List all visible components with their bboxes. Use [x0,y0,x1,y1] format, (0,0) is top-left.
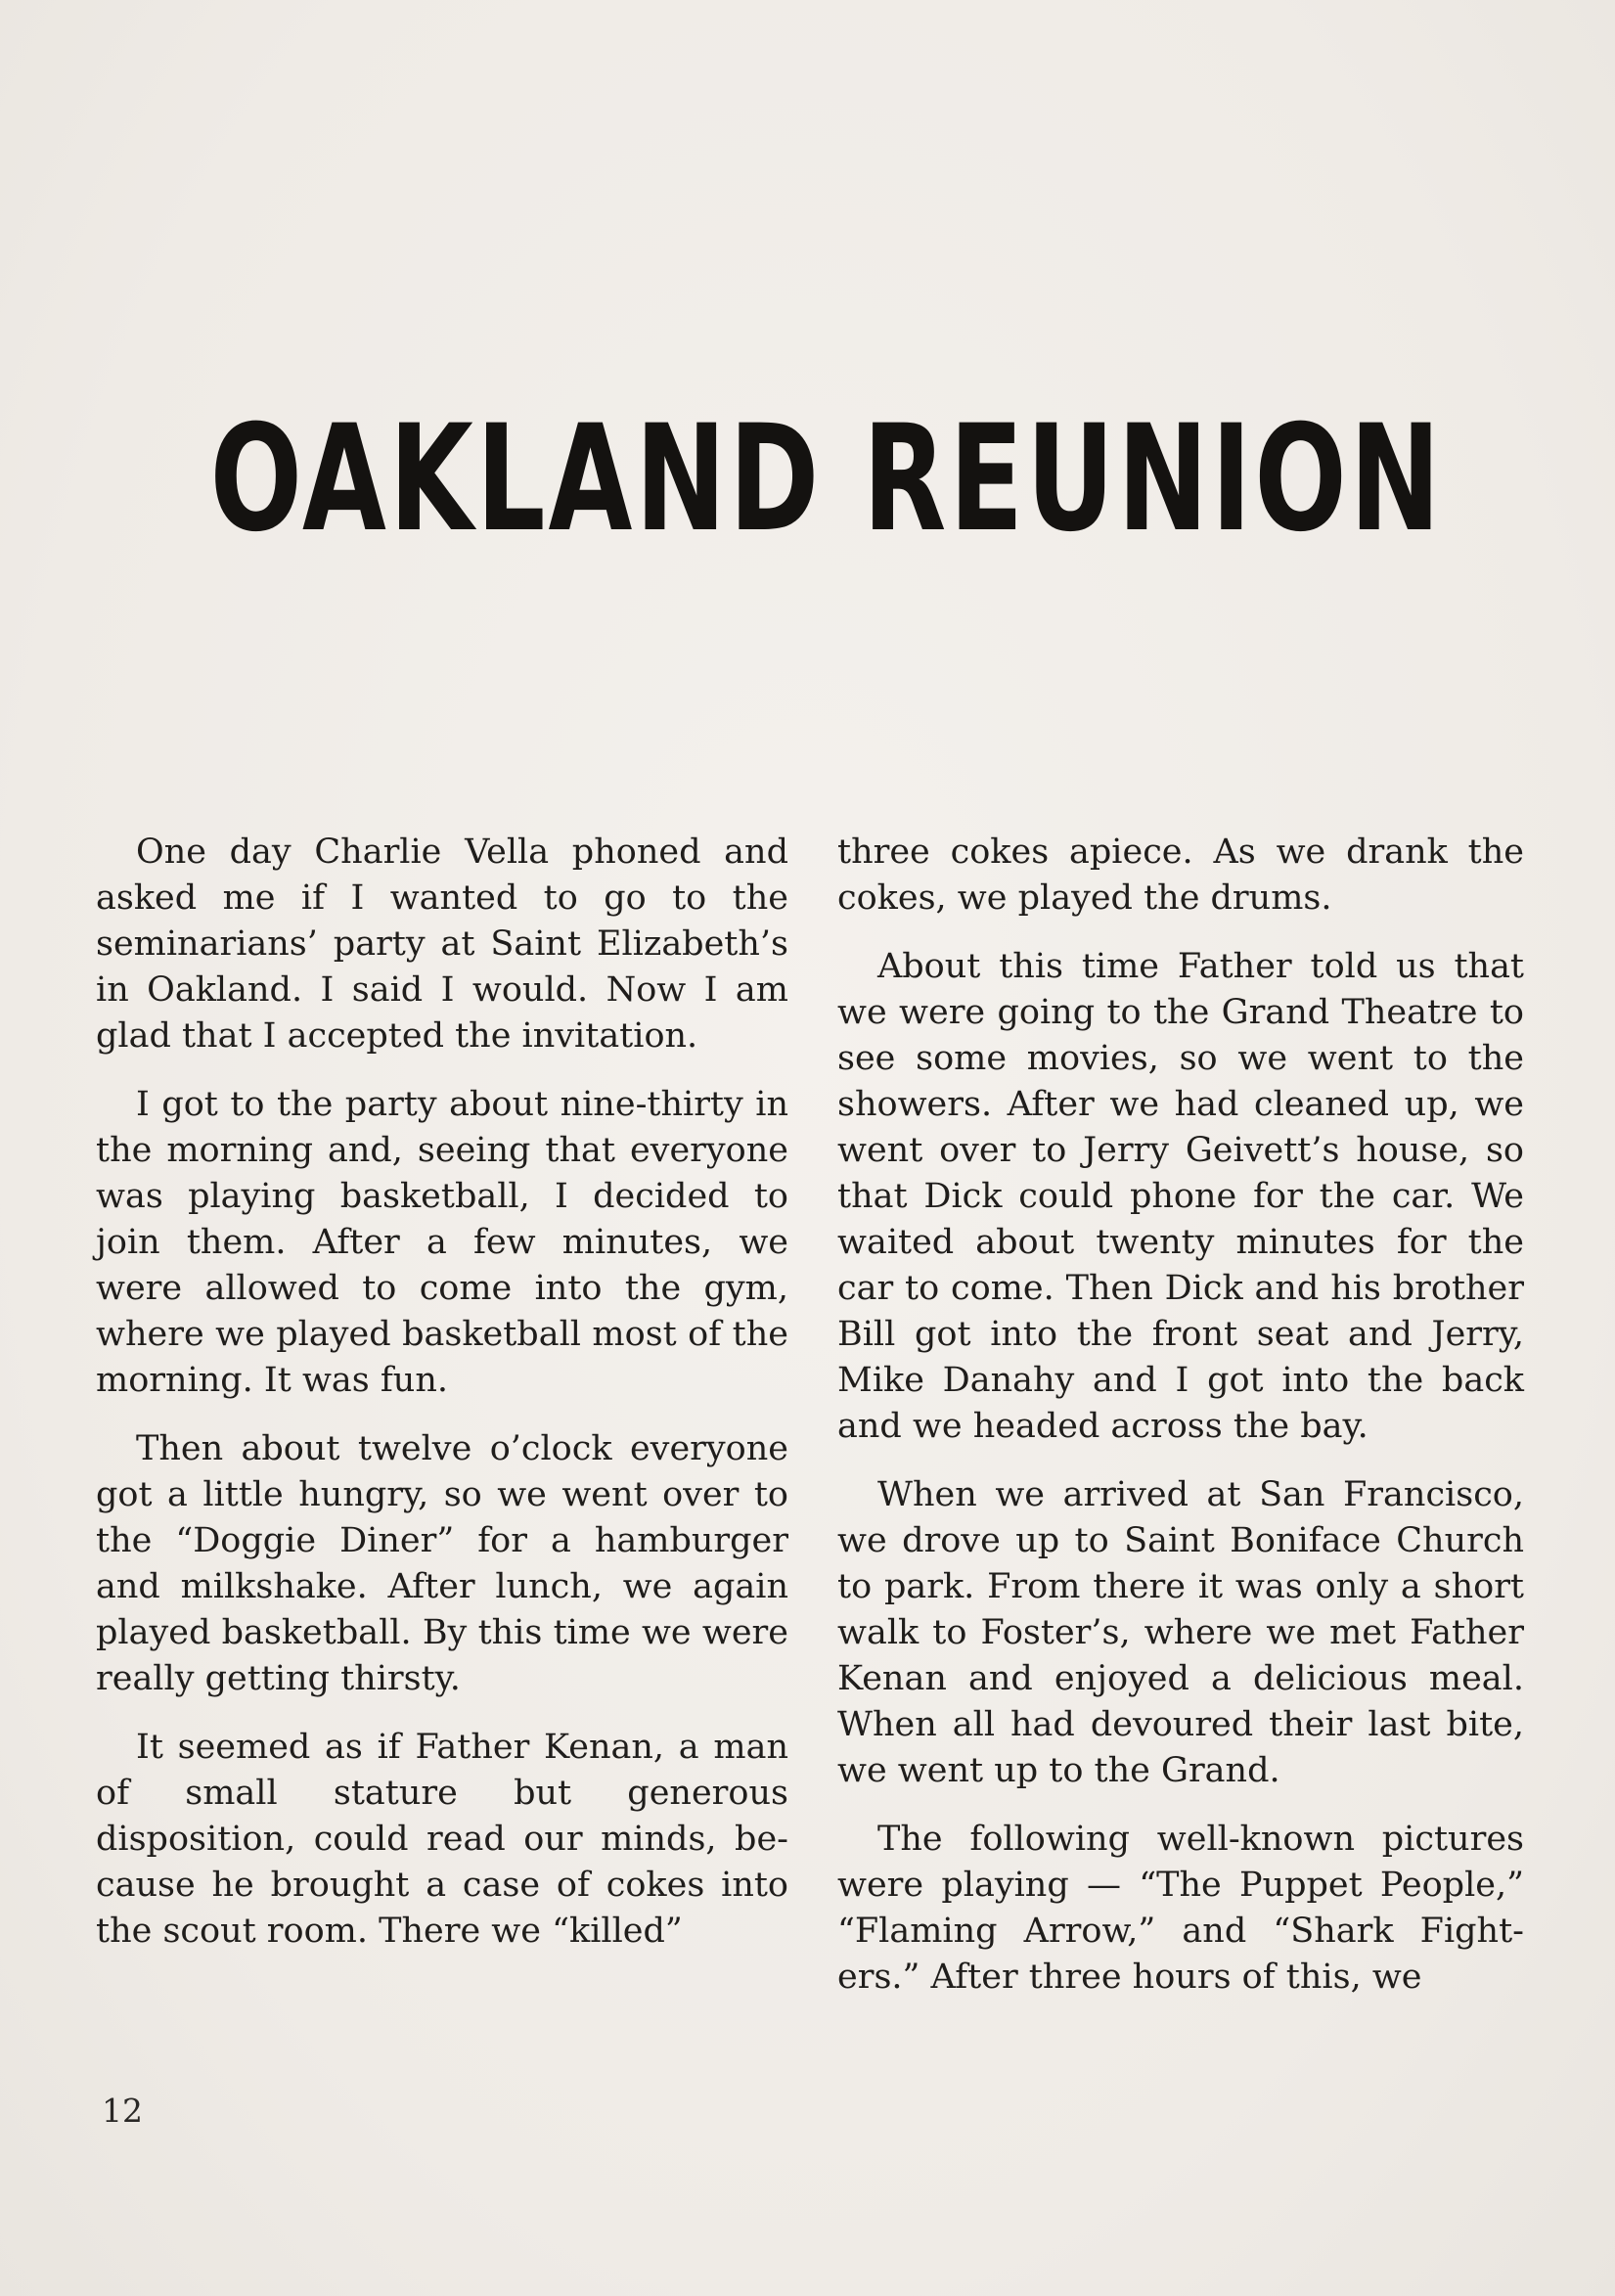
paragraph-left-3: Then about twelve o’clock everyone got a little hungry, so we went over to the “Doggie Diner” for a hamburger and milkshake. After lunch, we again played basketball. By this time we were really getting thirsty. [96,1429,788,1698]
left-column [96,830,788,1977]
paragraph-right-3: When we arrived at San Francisco, we drove up to Saint Boniface Church to park. From there it was only a short walk to Foster’s, where we met Father Kenan and enjoyed a delicious meal. When all had devoured their last bite, we went up to the Grand. [837,1475,1524,1790]
paragraph-left-2: I got to the party about nine-thirty in the morning and, seeing that everyone was playing basketball, I decided to join them. After a few minutes, we were allowed to come into the gym, where we played basketball most of the morning. It was fun. [96,1085,788,1400]
right-column [837,830,1524,2023]
paragraph-right-2: About this time Father told us that we were going to the Grand Theatre to see some movies, so we went to the showers. After we had cleaned up, we went over to Jerry Geivett’s house, so that Dick could phone for the car. We waited about twenty minutes for the car to come. Then Dick and his brother Bill got into the front seat and Jerry, Mike Danahy and I got into the back and we headed across the bay. [837,947,1524,1446]
paragraph-right-1: three cokes apiece. As we drank the cokes, we played the drums. [837,833,1524,918]
page-number: 12 [102,2092,143,2130]
article-title: OAKLAND REUNION [209,394,1444,564]
paragraph-left-4: It seemed as if Father Kenan, a man of small stature but generous disposition, could read our minds, because he brought a case of cokes into the scout room. There we “killed” [96,1728,788,1951]
paragraph-left-1: One day Charlie Vella phoned and asked me if I wanted to go to the seminarians’ party at Saint Elizabeth’s in Oakland. I said I would. Now I am glad that I accepted the invitation. [96,833,788,1056]
paragraph-right-4: The following well-known pictures were playing — “The Puppet People,” “Flaming Arrow,” and “Shark Fighters.” After three hours of this, we [837,1820,1524,1997]
